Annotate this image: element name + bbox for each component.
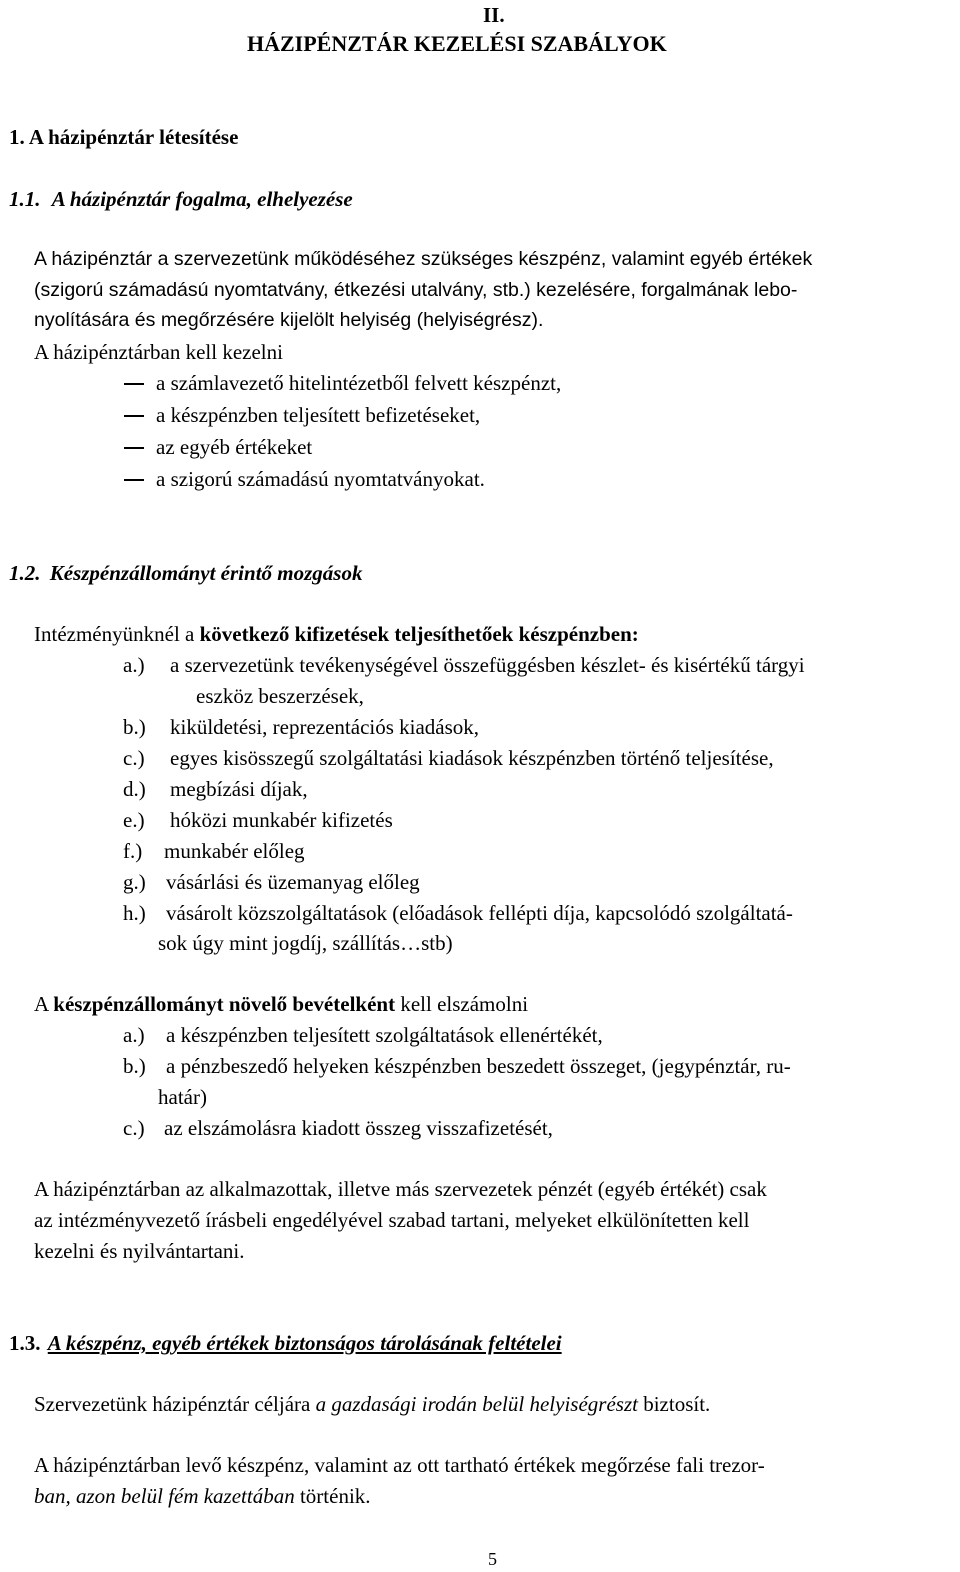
section-1-title: 1. A házipénztár létesítése	[9, 125, 239, 149]
subsection-1-3-number: 1.3.	[9, 1331, 41, 1355]
subsection-1-1-heading	[9, 186, 353, 212]
p1-line-1: A házipénztár a szervezetünk működéséhez szükséges készpénz, valamint egyéb értékek	[34, 248, 813, 270]
payment-e-line-1: hóközi munkabér kifizetés	[170, 808, 393, 832]
income-intro	[34, 991, 528, 1017]
chapter-number: II.	[483, 3, 505, 27]
income-label-b: b.)	[123, 1054, 146, 1078]
p2-item-2: a készpénzben teljesített befizetéseket,	[156, 403, 481, 427]
payment-h-line-1: vásárolt közszolgáltatások (előadások fellépti díja, kapcsolódó szolgáltatá-	[166, 901, 793, 925]
subsection-1-2-title: Készpénzállományt érintő mozgások	[49, 561, 363, 585]
payments-intro-bold: következő kifizetések teljesíthetőek készpénzben:	[199, 622, 639, 646]
p3-line-1: A házipénztárban az alkalmazottak, illetve más szervezetek pénzét (egyéb értékét) csak	[34, 1177, 767, 1201]
income-intro-plain-1: A	[34, 992, 54, 1016]
p4-italic: a gazdasági irodán belül helyiségrészt	[315, 1392, 638, 1416]
subsection-1-1-title: A házipénztár fogalma, elhelyezése	[51, 187, 353, 211]
income-b-line-1: a pénzbeszedő helyeken készpénzben beszedett összeget, (jegypénztár, ru-	[166, 1054, 791, 1078]
payment-b-line-1: kiküldetési, reprezentációs kiadások,	[170, 715, 480, 739]
dash-bullet-icon	[124, 479, 144, 481]
chapter-title: HÁZIPÉNZTÁR KEZELÉSI SZABÁLYOK	[247, 31, 667, 56]
payment-f-line-1: munkabér előleg	[164, 839, 305, 863]
subsection-1-1-number: 1.1.	[9, 187, 41, 211]
dash-bullet-icon	[124, 383, 144, 385]
payments-intro	[34, 621, 639, 647]
income-intro-bold: készpénzállományt növelő bevételként	[53, 992, 396, 1016]
payment-a-line-2: eszköz beszerzések,	[196, 684, 364, 708]
income-a-line-1: a készpénzben teljesített szolgáltatások ellenértékét,	[166, 1023, 603, 1047]
p5-line-2	[34, 1483, 371, 1509]
payment-label-d: d.)	[123, 777, 146, 801]
subsection-1-3-heading	[9, 1330, 562, 1356]
payments-intro-plain: Intézményünknél a	[34, 622, 200, 646]
p2-item-1: a számlavezető hitelintézetből felvett készpénzt,	[156, 371, 562, 395]
subsection-1-2-heading	[9, 560, 362, 586]
p5-line-1: A házipénztárban levő készpénz, valamint az ott tartható értékek megőrzése fali trezor-	[34, 1453, 765, 1477]
income-label-a: a.)	[123, 1023, 145, 1047]
payment-label-h: h.)	[123, 901, 146, 925]
payment-label-e: e.)	[123, 808, 145, 832]
p2-item-3: az egyéb értékeket	[156, 435, 313, 459]
p4-plain-2: biztosít.	[637, 1392, 711, 1416]
payment-label-c: c.)	[123, 746, 145, 770]
p2-intro: A házipénztárban kell kezelni	[34, 340, 283, 364]
dash-bullet-icon	[124, 415, 144, 417]
income-c-line-1: az elszámolásra kiadott összeg visszafizetését,	[164, 1116, 553, 1140]
p5-line-2-italic: ban, azon belül fém kazettában	[34, 1484, 295, 1508]
payment-c-line-1: egyes kisösszegű szolgáltatási kiadások készpénzben történő teljesítése,	[170, 746, 774, 770]
payment-label-f: f.)	[123, 839, 143, 863]
dash-bullet-icon	[124, 447, 144, 449]
payment-label-g: g.)	[123, 870, 146, 894]
p5-line-2-plain: történik.	[294, 1484, 371, 1508]
payment-a-line-1: a szervezetünk tevékenységével összefüggésben készlet- és kisértékű tárgyi	[170, 653, 805, 677]
payment-h-line-2: sok úgy mint jogdíj, szállítás…stb)	[158, 931, 453, 955]
subsection-1-2-number: 1.2.	[9, 561, 41, 585]
payment-g-line-1: vásárlási és üzemanyag előleg	[166, 870, 420, 894]
p4-plain-1: Szervezetünk házipénztár céljára	[34, 1392, 316, 1416]
p3-line-3: kezelni és nyilvántartani.	[34, 1239, 245, 1263]
income-intro-plain-2: kell elszámolni	[395, 992, 529, 1016]
payment-d-line-1: megbízási díjak,	[170, 777, 308, 801]
p1-line-2: (szigorú számadású nyomtatvány, étkezési utalvány, stb.) kezelésére, forgalmának lebo-	[34, 279, 798, 301]
payment-label-a: a.)	[123, 653, 145, 677]
income-label-c: c.)	[123, 1116, 145, 1140]
income-b-line-2: határ)	[158, 1085, 207, 1109]
p4	[34, 1391, 710, 1417]
p1-line-3: nyolítására és megőrzésére kijelölt helyiség (helyiségrész).	[34, 309, 544, 331]
p3-line-2: az intézményvezető írásbeli engedélyével szabad tartani, melyeket elkülönítetten kell	[34, 1208, 750, 1232]
page-number: 5	[488, 1549, 497, 1569]
subsection-1-3-title: A készpénz, egyéb értékek biztonságos tárolásának feltételei	[47, 1331, 562, 1355]
p2-item-4: a szigorú számadású nyomtatványokat.	[156, 467, 485, 491]
payment-label-b: b.)	[123, 715, 146, 739]
